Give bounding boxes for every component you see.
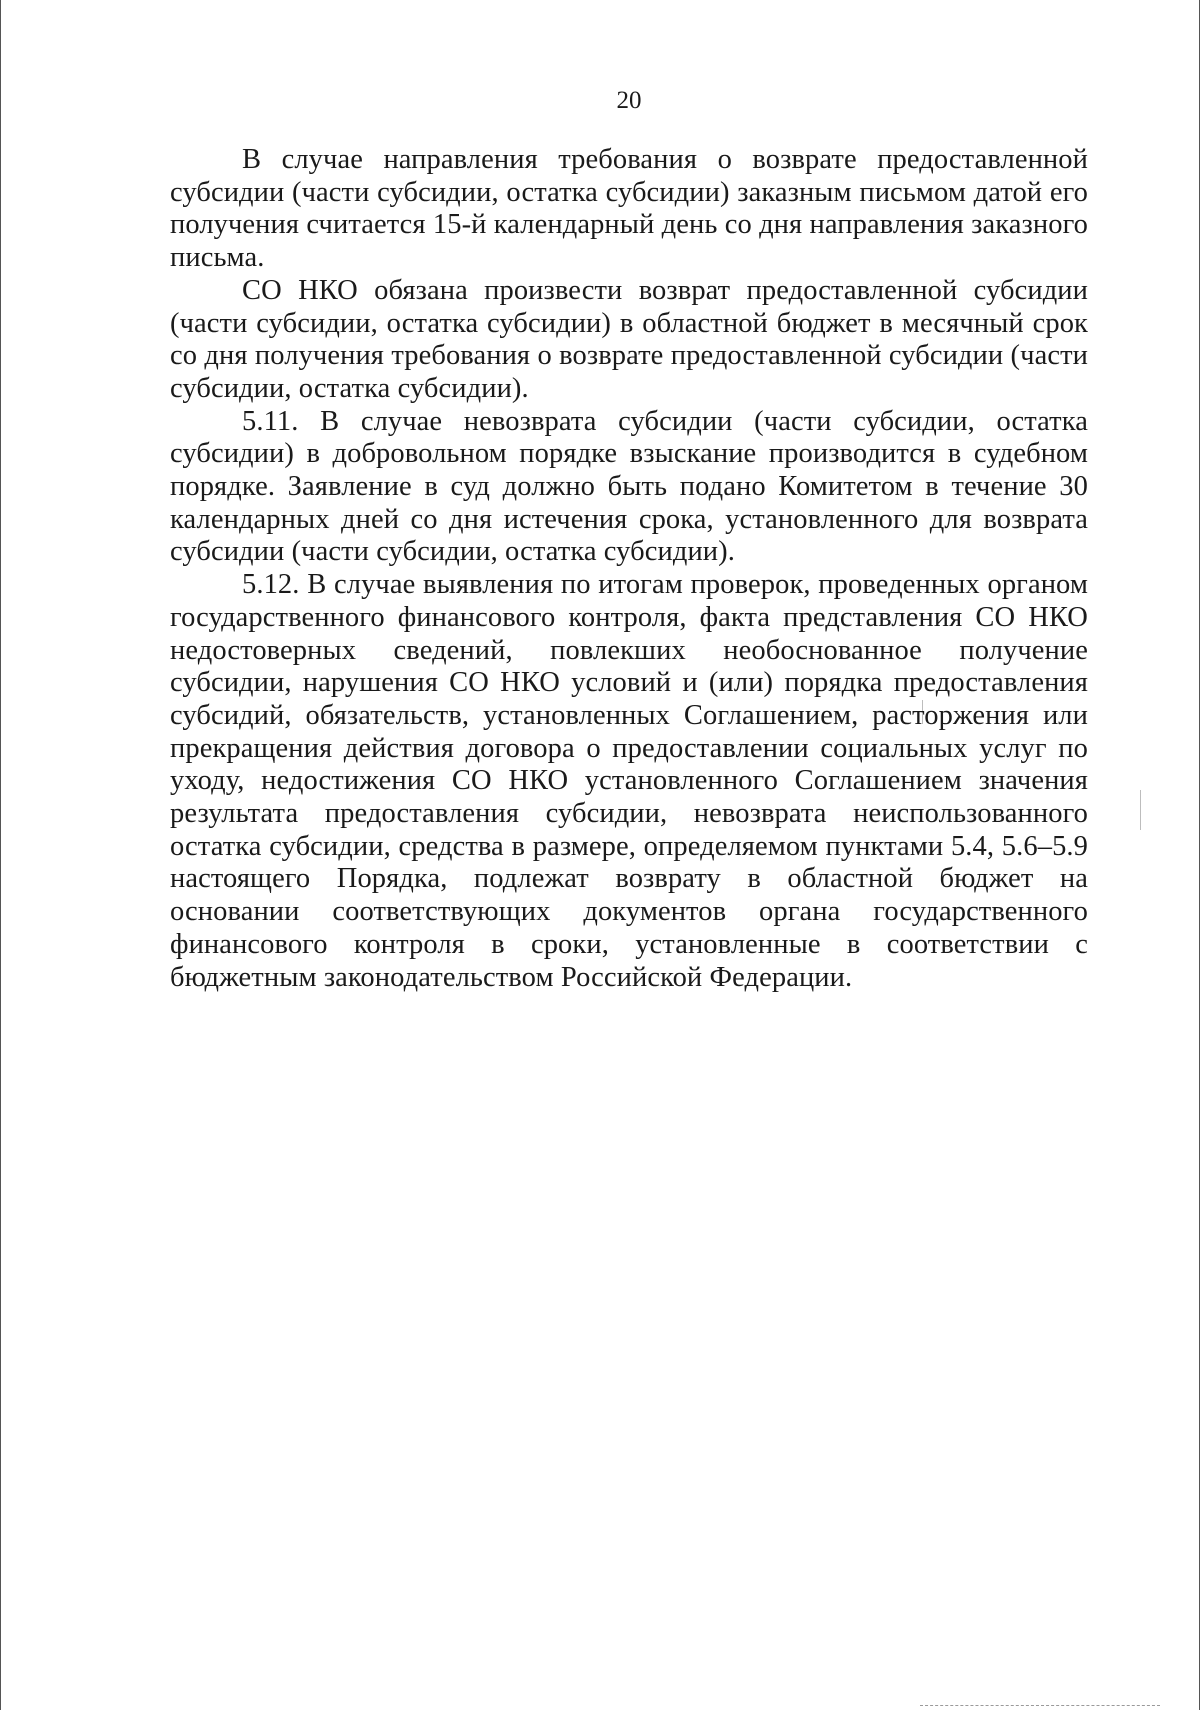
paragraph: В случае направления требования о возврате предоставленной субсидии (части субсидии, остатка субсидии) заказным письмом датой его получения считается 15-й календарный день со дня направления заказного письма. [170,144,1088,274]
page-number: 20 [616,87,642,114]
scan-artifact [1140,790,1141,830]
paragraph-section-5-12: 5.12. В случае выявления по итогам проверок, проведенных органом государственного финансового контроля, факта представления СО НКО недостоверных сведений, повлекших необоснованное получение субсидии, нарушения СО НКО условий и (или) порядка предоставления субсидий, обязательств, установленных Соглашением, расторжения или прекращения действия договора о предоставлении социальных услуг по уходу, недостижения СО НКО установленного Соглашением значения результата предоставления субсидии, невозврата неиспользованного остатка субсидии, средства в размере, определяемом пунктами 5.4, 5.6–5.9 настоящего Порядка, подлежат возврату в областной бюджет на основании соответствующих документов органа государственного финансового контроля в сроки, установленные в соответствии с бюджетным законодательством Российской Федерации. [170,569,1088,993]
paragraph-section-5-11: 5.11. В случае невозврата субсидии (части субсидии, остатка субсидии) в добровольном порядке взыскание производится в судебном порядке. Заявление в суд должно быть подано Комитетом в течение 30 календарных дней со дня истечения срока, установленного для возврата субсидии (части субсидии, остатка субсидии). [170,405,1088,568]
body-text [170,144,1088,994]
paragraph: СО НКО обязана произвести возврат предоставленной субсидии (части субсидии, остатка субсидии) в областной бюджет в месячный срок со дня получения требования о возврате предоставленной субсидии (части субсидии, остатка субсидии). [170,274,1088,404]
scan-artifact-bottom [920,1705,1160,1707]
scan-left-edge [0,0,1,1710]
